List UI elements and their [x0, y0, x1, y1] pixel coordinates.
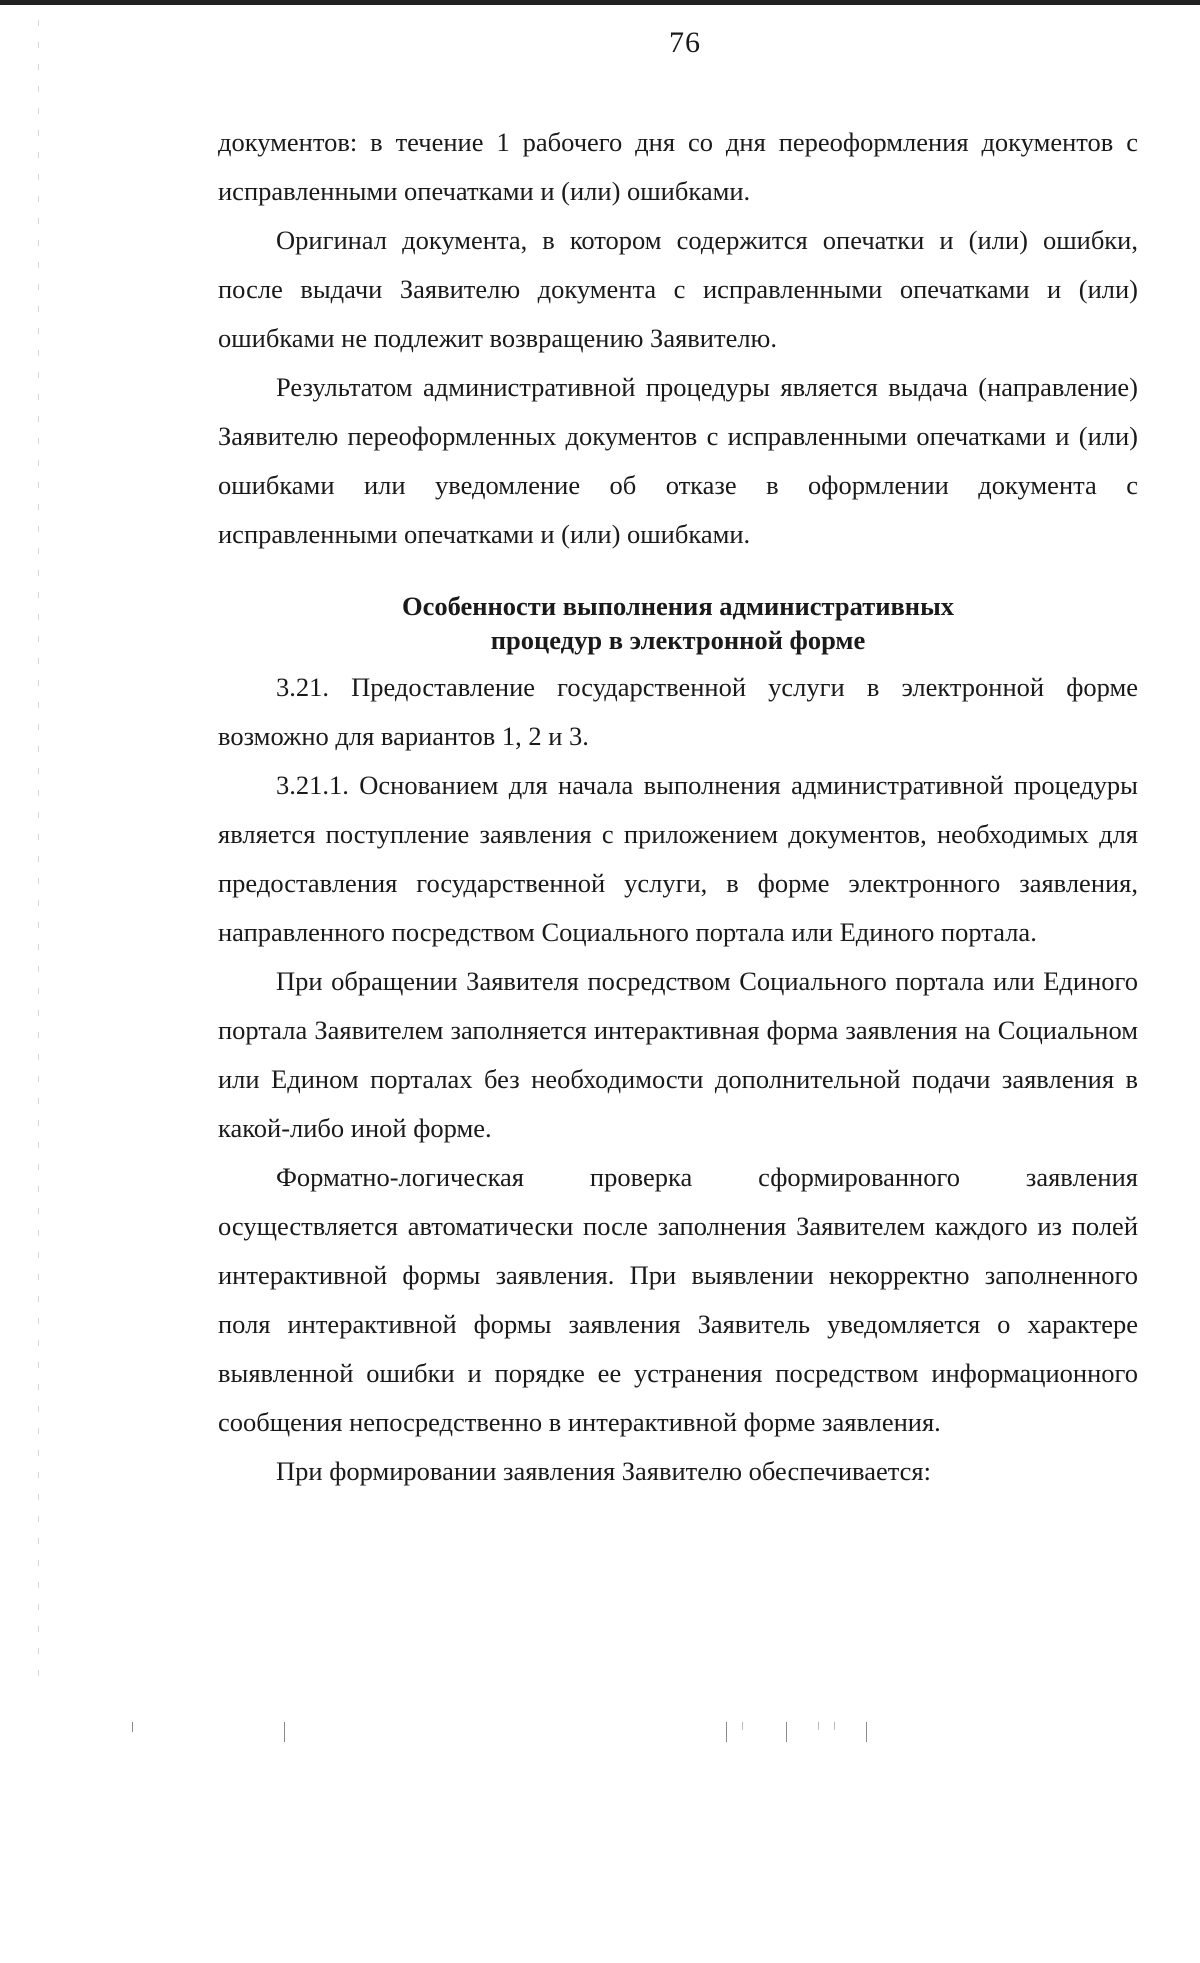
paragraph-3-21-1: 3.21.1. Основанием для начала выполнения административной процедуры является поступление заявления с приложением документов, необходимых для предоставления государственной услуги, в форме электронного заявления, направленного посредством Социального портала или Единого портала. — [218, 770, 1138, 947]
paragraph-format-check: Форматно-логическая проверка сформированного заявления осуществляется автоматически после заполнения Заявителем каждого из полей интерактивной формы заявления. При выявлении некорректно заполненного поля интерактивной формы заявления Заявитель уведомляется о характере выявленной ошибки и порядке ее устранения посредством информационного сообщения непосредственно в интерактивной форме заявления. — [218, 1162, 1138, 1437]
paragraph-portal-application: При обращении Заявителя посредством Социального портала или Единого портала Заявителем заполняется интерактивная форма заявления на Социальном или Едином порталах без необходимости дополнительной подачи заявления в какой-либо иной форме. — [218, 966, 1138, 1143]
paragraph-original-document: Оригинал документа, в котором содержится опечатки и (или) ошибки, после выдачи Заявителю документа с исправленными опечатками и (или) ошибками не подлежит возвращению Заявителю. — [218, 225, 1138, 353]
document-body — [218, 118, 1138, 1496]
paragraph-procedure-result: Результатом административной процедуры является выдача (направление) Заявителю переоформленных документов с исправленными опечатками и (или) ошибками или уведомление об отказе в оформлении документа с исправленными опечатками и (или) ошибками. — [218, 372, 1138, 549]
scan-artifact-marks — [0, 1722, 1200, 1744]
page-number: 76 — [669, 26, 701, 59]
paragraph-application-provides: При формировании заявления Заявителю обеспечивается: — [276, 1456, 931, 1486]
spacer — [218, 559, 1138, 589]
paragraph-continuation: документов: в течение 1 рабочего дня со дня переоформления документов с исправленными опечатками и (или) ошибками. — [218, 127, 1138, 206]
section-heading-line-2: процедур в электронной форме — [490, 625, 866, 655]
paragraph-3-21: 3.21. Предоставление государственной услуги в электронной форме возможно для вариантов 1, 2 и 3. — [218, 672, 1138, 751]
section-heading-line-1: Особенности выполнения административных — [401, 591, 955, 621]
scan-edge-artifact — [38, 20, 39, 1680]
top-border-line — [0, 0, 1200, 5]
